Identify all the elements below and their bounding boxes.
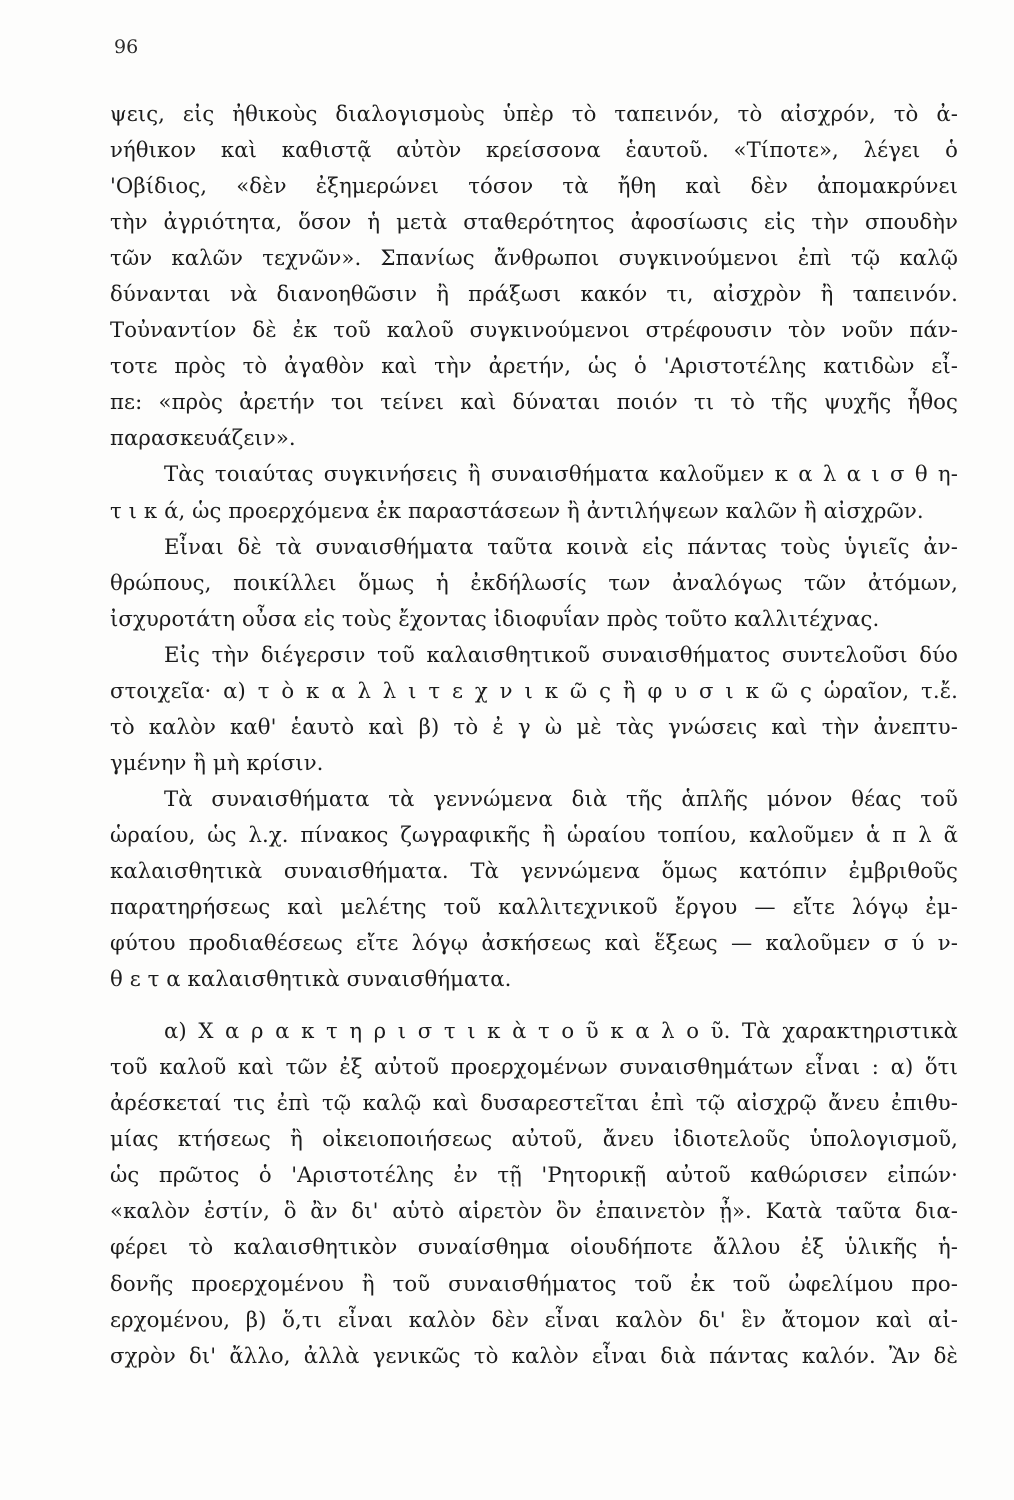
- text-line: φύτου προδιαθέσεως εἴτε λόγῳ ἀσκήσεως καὶ ἕξεως — καλοῦμεν σ ύ ν-: [110, 930, 958, 956]
- text-line: ὡραίου, ὡς λ.χ. πίνακος ζωγραφικῆς ἢ ὡραίου τοπίου, καλοῦμεν ἁ π λ ᾶ: [110, 821, 958, 847]
- text-line: ερχομένου, β) ὅ,τι εἶναι καλὸν δὲν εἶναι καλὸν δι' ἓν ἄτομον καὶ αἰ-: [110, 1306, 958, 1332]
- text-line: τοῦ καλοῦ καὶ τῶν ἐξ αὐτοῦ προερχομένων συναισθημάτων εἶναι : α) ὅτι: [110, 1054, 958, 1080]
- text-line: Τὰς τοιαύτας συγκινήσεις ἢ συναισθήματα καλοῦμεν κ α λ α ι σ θ η-: [164, 461, 958, 487]
- text-line: Εἰς τὴν διέγερσιν τοῦ καλαισθητικοῦ συναισθήματος συντελοῦσι δύο: [164, 641, 958, 667]
- text-line: δονῆς προερχομένου ἢ τοῦ συναισθήματος τοῦ ἐκ τοῦ ὠφελίμου προ-: [110, 1270, 958, 1296]
- text-line: θρώπους, ποικίλλει ὅμως ἡ ἐκδήλωσίς των ἀναλόγως τῶν ἀτόμων,: [110, 569, 958, 595]
- text-line: φέρει τὸ καλαισθητικὸν συναίσθημα οἱουδήποτε ἄλλου ἐξ ὑλικῆς ἡ-: [110, 1234, 958, 1260]
- body-text: [110, 96, 958, 1374]
- text-line: τὸ καλὸν καθ' ἑαυτὸ καὶ β) τὸ ἐ γ ὼ μὲ τὰς γνώσεις καὶ τὴν ἀνεπτυ-: [110, 713, 958, 739]
- text-line: δύνανται νὰ διανοηθῶσιν ἢ πράξωσι κακόν τι, αἰσχρὸν ἢ ταπεινόν.: [110, 281, 958, 307]
- text-line: τ ι κ ά, ὡς προερχόμενα ἐκ παραστάσεων ἢ ἀντιλήψεων καλῶν ἢ αἰσχρῶν.: [110, 497, 924, 523]
- text-line: γμένην ἢ μὴ κρίσιν.: [110, 749, 324, 775]
- text-line: ὡς πρῶτος ὁ 'Αριστοτέλης ἐν τῇ 'Ρητορικῇ αὐτοῦ καθώρισεν εἰπών·: [110, 1162, 958, 1188]
- paragraph-gap: [110, 997, 958, 1013]
- text-line: 'Οβίδιος, «δὲν ἐξημερώνει τόσον τὰ ἤθη καὶ δὲν ἀπομακρύνει: [110, 173, 958, 199]
- text-line: νήθικον καὶ καθιστᾷ αὐτὸν κρείσσονα ἑαυτοῦ. «Τίποτε», λέγει ὁ: [110, 137, 958, 163]
- text-line: τὴν ἀγριότητα, ὅσον ἡ μετὰ σταθερότητος ἀφοσίωσις εἰς τὴν σπουδὴν: [110, 209, 958, 235]
- text-line: καλαισθητικὰ συναισθήματα. Τὰ γεννώμενα ὅμως κατόπιν ἐμβριθοῦς: [110, 857, 958, 883]
- text-line: παρατηρήσεως καὶ μελέτης τοῦ καλλιτεχνικοῦ ἔργου — εἴτε λόγῳ ἐμ-: [110, 894, 958, 920]
- text-line: σχρὸν δι' ἄλλο, ἀλλὰ γενικῶς τὸ καλὸν εἶναι διὰ πάντας καλόν. Ἂν δὲ: [110, 1342, 958, 1368]
- text-line: α) Χ α ρ α κ τ η ρ ι σ τ ι κ ὰ τ ο ῦ κ α λ ο ῦ. Τὰ χαρακτηριστικὰ: [164, 1018, 958, 1044]
- page-number: 96: [114, 36, 139, 58]
- text-line: παρασκευάζειν».: [110, 425, 296, 451]
- text-line: «καλὸν ἐστίν, ὃ ἂν δι' αὑτὸ αἱρετὸν ὂν ἐπαινετὸν ᾖ». Κατὰ ταῦτα δια-: [110, 1198, 958, 1224]
- text-line: Τοὐναντίον δὲ ἐκ τοῦ καλοῦ συγκινούμενοι στρέφουσιν τὸν νοῦν πάν-: [110, 317, 958, 343]
- text-line: ἰσχυροτάτη οὖσα εἰς τοὺς ἔχοντας ἰδιοφυΐαν πρὸς τοῦτο καλλιτέχνας.: [110, 605, 880, 631]
- text-line: Τὰ συναισθήματα τὰ γεννώμενα διὰ τῆς ἁπλῆς μόνον θέας τοῦ: [164, 785, 958, 811]
- text-line: θ ε τ α καλαισθητικὰ συναισθήματα.: [110, 966, 512, 992]
- text-line: πε: «πρὸς ἀρετήν τοι τείνει καὶ δύναται ποιόν τι τὸ τῆς ψυχῆς ἦθος: [110, 389, 958, 415]
- text-line: ψεις, εἰς ἠθικοὺς διαλογισμοὺς ὑπὲρ τὸ ταπεινόν, τὸ αἰσχρόν, τὸ ἀ-: [110, 101, 958, 126]
- text-line: Εἶναι δὲ τὰ συναισθήματα ταῦτα κοινὰ εἰς πάντας τοὺς ὑγιεῖς ἀν-: [164, 533, 958, 559]
- text-line: τοτε πρὸς τὸ ἀγαθὸν καὶ τὴν ἀρετήν, ὡς ὁ 'Αριστοτέλης κατιδὼν εἶ-: [110, 353, 958, 379]
- text-line: μίας κτήσεως ἢ οἰκειοποιήσεως αὐτοῦ, ἄνευ ἰδιοτελοῦς ὑπολογισμοῦ,: [110, 1126, 958, 1152]
- text-line: ἀρέσκεταί τις ἐπὶ τῷ καλῷ καὶ δυσαρεστεῖται ἐπὶ τῷ αἰσχρῷ ἄνευ ἐπιθυ-: [110, 1090, 958, 1116]
- text-line: στοιχεῖα· α) τ ὸ κ α λ λ ι τ ε χ ν ι κ ῶ ς ἢ φ υ σ ι κ ῶ ς ὡραῖον, τ.ἔ.: [110, 677, 958, 703]
- text-line: τῶν καλῶν τεχνῶν». Σπανίως ἄνθρωποι συγκινούμενοι ἐπὶ τῷ καλῷ: [110, 245, 958, 271]
